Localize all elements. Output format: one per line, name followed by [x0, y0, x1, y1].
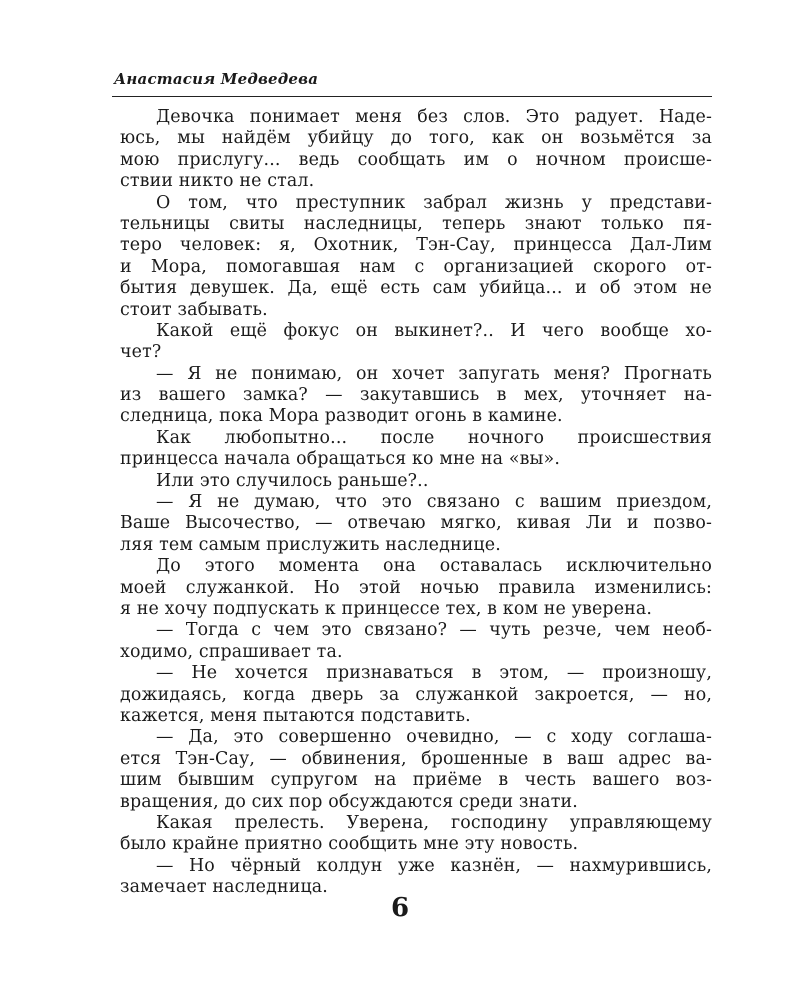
text-line: Девочка понимает меня без слов. Это радует. Наде- — [156, 107, 712, 127]
paragraph — [120, 492, 712, 556]
text-line: ствии никто не стал. — [120, 171, 315, 192]
text-line: Ваше Высочество, — отвечаю мягко, кивая Ли и позво- — [120, 513, 712, 534]
text-line: чет? — [120, 342, 162, 363]
text-line: вращения, до сих пор обсуждаются среди знати. — [120, 791, 578, 812]
paragraph — [120, 364, 712, 428]
text-line: Какая прелесть. Уверена, господину управляющему — [156, 812, 712, 833]
text-line: следница, пока Мора разводит огонь в камине. — [120, 406, 563, 427]
text-line: кажется, меня пытаются подставить. — [120, 705, 471, 726]
text-line: ляя тем самым прислужить наследнице. — [120, 534, 501, 555]
text-line: — Да, это совершенно очевидно, — с ходу соглаша- — [156, 727, 712, 748]
text-line: ется Тэн-Сау, — обвинения, брошенные в ваш адрес ва- — [120, 748, 712, 769]
paragraph — [120, 813, 712, 856]
text-line: дожидаясь, когда дверь за служанкой закроется, — но, — [120, 684, 712, 705]
body-text — [120, 107, 712, 898]
text-line: Или это случилось раньше?.. — [156, 470, 429, 491]
text-line: шим бывшим супругом на приёме в честь вашего воз- — [120, 770, 712, 791]
text-line: — Тогда с чем это связано? — чуть резче, чем необ- — [156, 620, 712, 641]
paragraph — [120, 321, 712, 364]
page-number: 6 — [390, 893, 410, 923]
text-line: тельницы свиты наследницы, теперь знают только пя- — [120, 213, 712, 234]
text-line: юсь, мы найдём убийцу до того, как он возьмётся за — [120, 128, 712, 149]
text-line: мою прислугу... ведь сообщать им о ночном происше- — [120, 149, 712, 170]
paragraph — [120, 663, 712, 727]
text-line: — Я не понимаю, он хочет запугать меня? Прогнать — [156, 363, 712, 384]
text-line: из вашего замка? — закутавшись в мех, уточняет на- — [120, 385, 712, 406]
text-line: было крайне приятно сообщить мне эту новость. — [120, 834, 579, 855]
text-line: ходимо, спрашивает та. — [120, 641, 343, 662]
paragraph — [120, 193, 712, 321]
text-line: До этого момента она оставалась исключительно — [156, 556, 712, 577]
text-line: я не хочу подпускать к принцессе тех, в ком не уверена. — [120, 598, 653, 619]
text-line: Как любопытно... после ночного происшествия — [156, 427, 712, 448]
paragraph — [120, 428, 712, 471]
header-author: Анастасия Медведева — [114, 70, 319, 88]
text-line: теро человек: я, Охотник, Тэн-Сау, принцесса Дал-Лим — [120, 235, 712, 256]
text-line: — Не хочется признаваться в этом, — произношу, — [156, 663, 712, 684]
paragraph — [120, 727, 712, 813]
text-line: — Я не думаю, что это связано с вашим приездом, — [156, 492, 712, 513]
text-line: стоит забывать. — [120, 299, 268, 320]
paragraph — [120, 556, 712, 620]
text-line: — Но чёрный колдун уже казнён, — нахмурившись, — [156, 855, 712, 876]
text-line: и Мора, помогавшая нам с организацией скорого от- — [120, 256, 712, 277]
text-line: моей служанкой. Но этой ночью правила изменились: — [120, 577, 712, 598]
paragraph — [120, 107, 712, 193]
text-line: принцесса начала обращаться ко мне на «вы». — [120, 449, 561, 470]
text-line: О том, что преступник забрал жизнь у представи- — [156, 192, 712, 213]
paragraph — [120, 620, 712, 663]
text-line: бытия девушек. Да, ещё есть сам убийца... и об этом не — [120, 278, 712, 299]
running-header — [112, 66, 712, 97]
text-line: Какой ещё фокус он выкинет?.. И чего вообще хо- — [156, 320, 712, 341]
text-line: замечает наследница. — [120, 877, 328, 898]
paragraph — [120, 471, 712, 492]
